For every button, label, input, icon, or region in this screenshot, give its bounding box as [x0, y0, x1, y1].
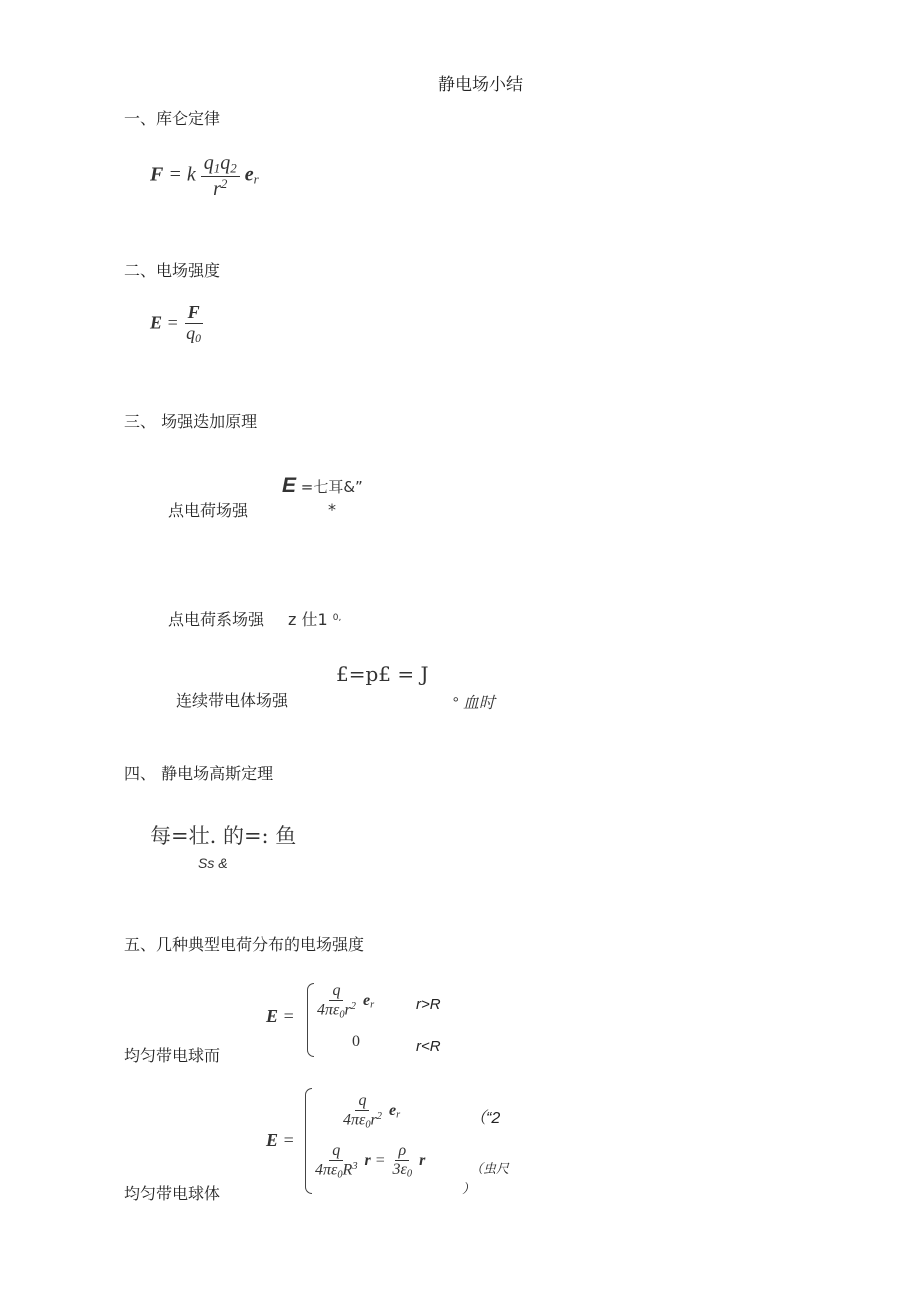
section-heading-superposition: 三、 场强迭加原理: [124, 412, 258, 431]
formula-symbol: r: [419, 1151, 426, 1169]
coulomb-formula: [150, 152, 259, 200]
sphere-surface-lhs: [266, 1006, 295, 1027]
point-charge-formula: [282, 474, 363, 498]
point-charge-star: *: [328, 500, 336, 519]
formula-fraction: [314, 982, 359, 1020]
formula-symbol: E: [266, 1130, 279, 1150]
formula-fraction: [183, 303, 204, 346]
formula-fraction: [201, 152, 240, 200]
charge-system-formula: [288, 607, 341, 630]
formula-symbol: q: [355, 1092, 369, 1111]
formula-symbol: R: [342, 1161, 353, 1179]
formula-superscript: 2: [220, 175, 228, 191]
sphere-surface-cond2: r<R: [416, 1038, 441, 1055]
formula-symbol: r: [370, 1111, 377, 1129]
charge-system-label: 点电荷系场强: [168, 610, 265, 629]
formula-symbol: 4πε: [315, 1161, 338, 1179]
formula-symbol: ρ: [395, 1142, 409, 1161]
gauss-formula: 每=壮. 的=: 鱼: [150, 824, 297, 848]
continuous-charge-sub: ° 血时: [452, 695, 495, 712]
formula-subscript: 0: [365, 1118, 371, 1130]
section-heading-field: 二、电场强度: [124, 261, 221, 280]
formula-subscript: 0: [195, 331, 202, 345]
formula-symbol: q: [220, 152, 231, 174]
field-formula: [150, 303, 204, 346]
section-heading-gauss: 四、 静电场高斯定理: [124, 764, 274, 783]
page-title: 静电场小结: [438, 75, 523, 95]
sphere-surface-label: 均匀带电球而: [124, 1046, 221, 1065]
section-heading-typical: 五、几种典型电荷分布的电场强度: [124, 935, 365, 954]
sphere-volume-cond1: （“2: [470, 1110, 501, 1127]
formula-symbol: E: [266, 1006, 279, 1026]
formula-operator: =: [282, 1006, 295, 1026]
formula-symbol: q: [329, 1142, 343, 1161]
sphere-surface-cond1: r>R: [416, 996, 441, 1013]
sphere-volume-cond2b: ）: [462, 1181, 476, 1196]
formula-symbol: E: [150, 312, 163, 333]
formula-symbol: k: [186, 163, 196, 186]
formula-fraction: [312, 1142, 361, 1180]
formula-text: z 仕1: [288, 610, 328, 629]
formula-subscript: r: [396, 1109, 401, 1121]
formula-symbol: q: [186, 322, 196, 343]
formula-subscript: r: [253, 171, 259, 187]
formula-superscript: 3: [352, 1160, 358, 1172]
sphere-volume-cond2a: （虫尺: [470, 1161, 510, 1176]
formula-symbol: 4πε: [317, 1001, 340, 1019]
formula-symbol: r: [364, 1151, 371, 1169]
formula-symbol: r: [213, 177, 221, 200]
formula-symbol: q: [203, 152, 214, 174]
sphere-surface-case2: 0: [352, 1033, 360, 1050]
sphere-surface-brace: [307, 983, 314, 1057]
sphere-volume-case1: [340, 1092, 400, 1130]
formula-fraction: [390, 1142, 416, 1180]
formula-superscript: 2: [376, 1110, 382, 1122]
formula-text: =七耳&”: [300, 478, 363, 496]
formula-subscript: 0: [337, 1168, 343, 1180]
sphere-volume-brace: [305, 1088, 312, 1194]
formula-symbol: E: [282, 474, 297, 497]
formula-symbol: F: [185, 303, 203, 324]
formula-subscript: 0: [339, 1008, 345, 1020]
continuous-charge-formula: £=p£ = J: [336, 662, 429, 686]
formula-superscript: 0,: [332, 613, 342, 624]
formula-operator: =: [282, 1130, 295, 1150]
formula-superscript: 2: [350, 1000, 356, 1012]
point-charge-label: 点电荷场强: [168, 501, 249, 520]
formula-fraction: [340, 1092, 385, 1130]
formula-operator: =: [168, 163, 182, 186]
formula-subscript: r: [370, 999, 375, 1011]
formula-symbol: q: [329, 982, 343, 1001]
gauss-sub: Ss &: [198, 855, 228, 871]
sphere-volume-label: 均匀带电球体: [124, 1184, 221, 1203]
sphere-surface-case1: [314, 982, 374, 1020]
formula-symbol: 4πε: [343, 1111, 366, 1129]
formula-symbol: 3ε: [392, 1160, 407, 1178]
formula-subscript: 1: [213, 160, 221, 176]
formula-symbol: F: [150, 163, 164, 186]
continuous-charge-label: 连续带电体场强: [176, 691, 289, 710]
formula-subscript: 2: [230, 160, 237, 176]
section-heading-coulomb: 一、库仑定律: [124, 109, 221, 128]
formula-subscript: 0: [406, 1168, 413, 1180]
formula-symbol: e: [388, 1101, 397, 1119]
sphere-volume-case2: [312, 1142, 425, 1180]
formula-symbol: e: [362, 991, 371, 1009]
formula-symbol: r: [344, 1001, 351, 1019]
formula-symbol: e: [244, 163, 254, 186]
formula-operator: =: [166, 312, 179, 333]
formula-operator: =: [374, 1151, 386, 1169]
sphere-volume-lhs: [266, 1130, 295, 1151]
